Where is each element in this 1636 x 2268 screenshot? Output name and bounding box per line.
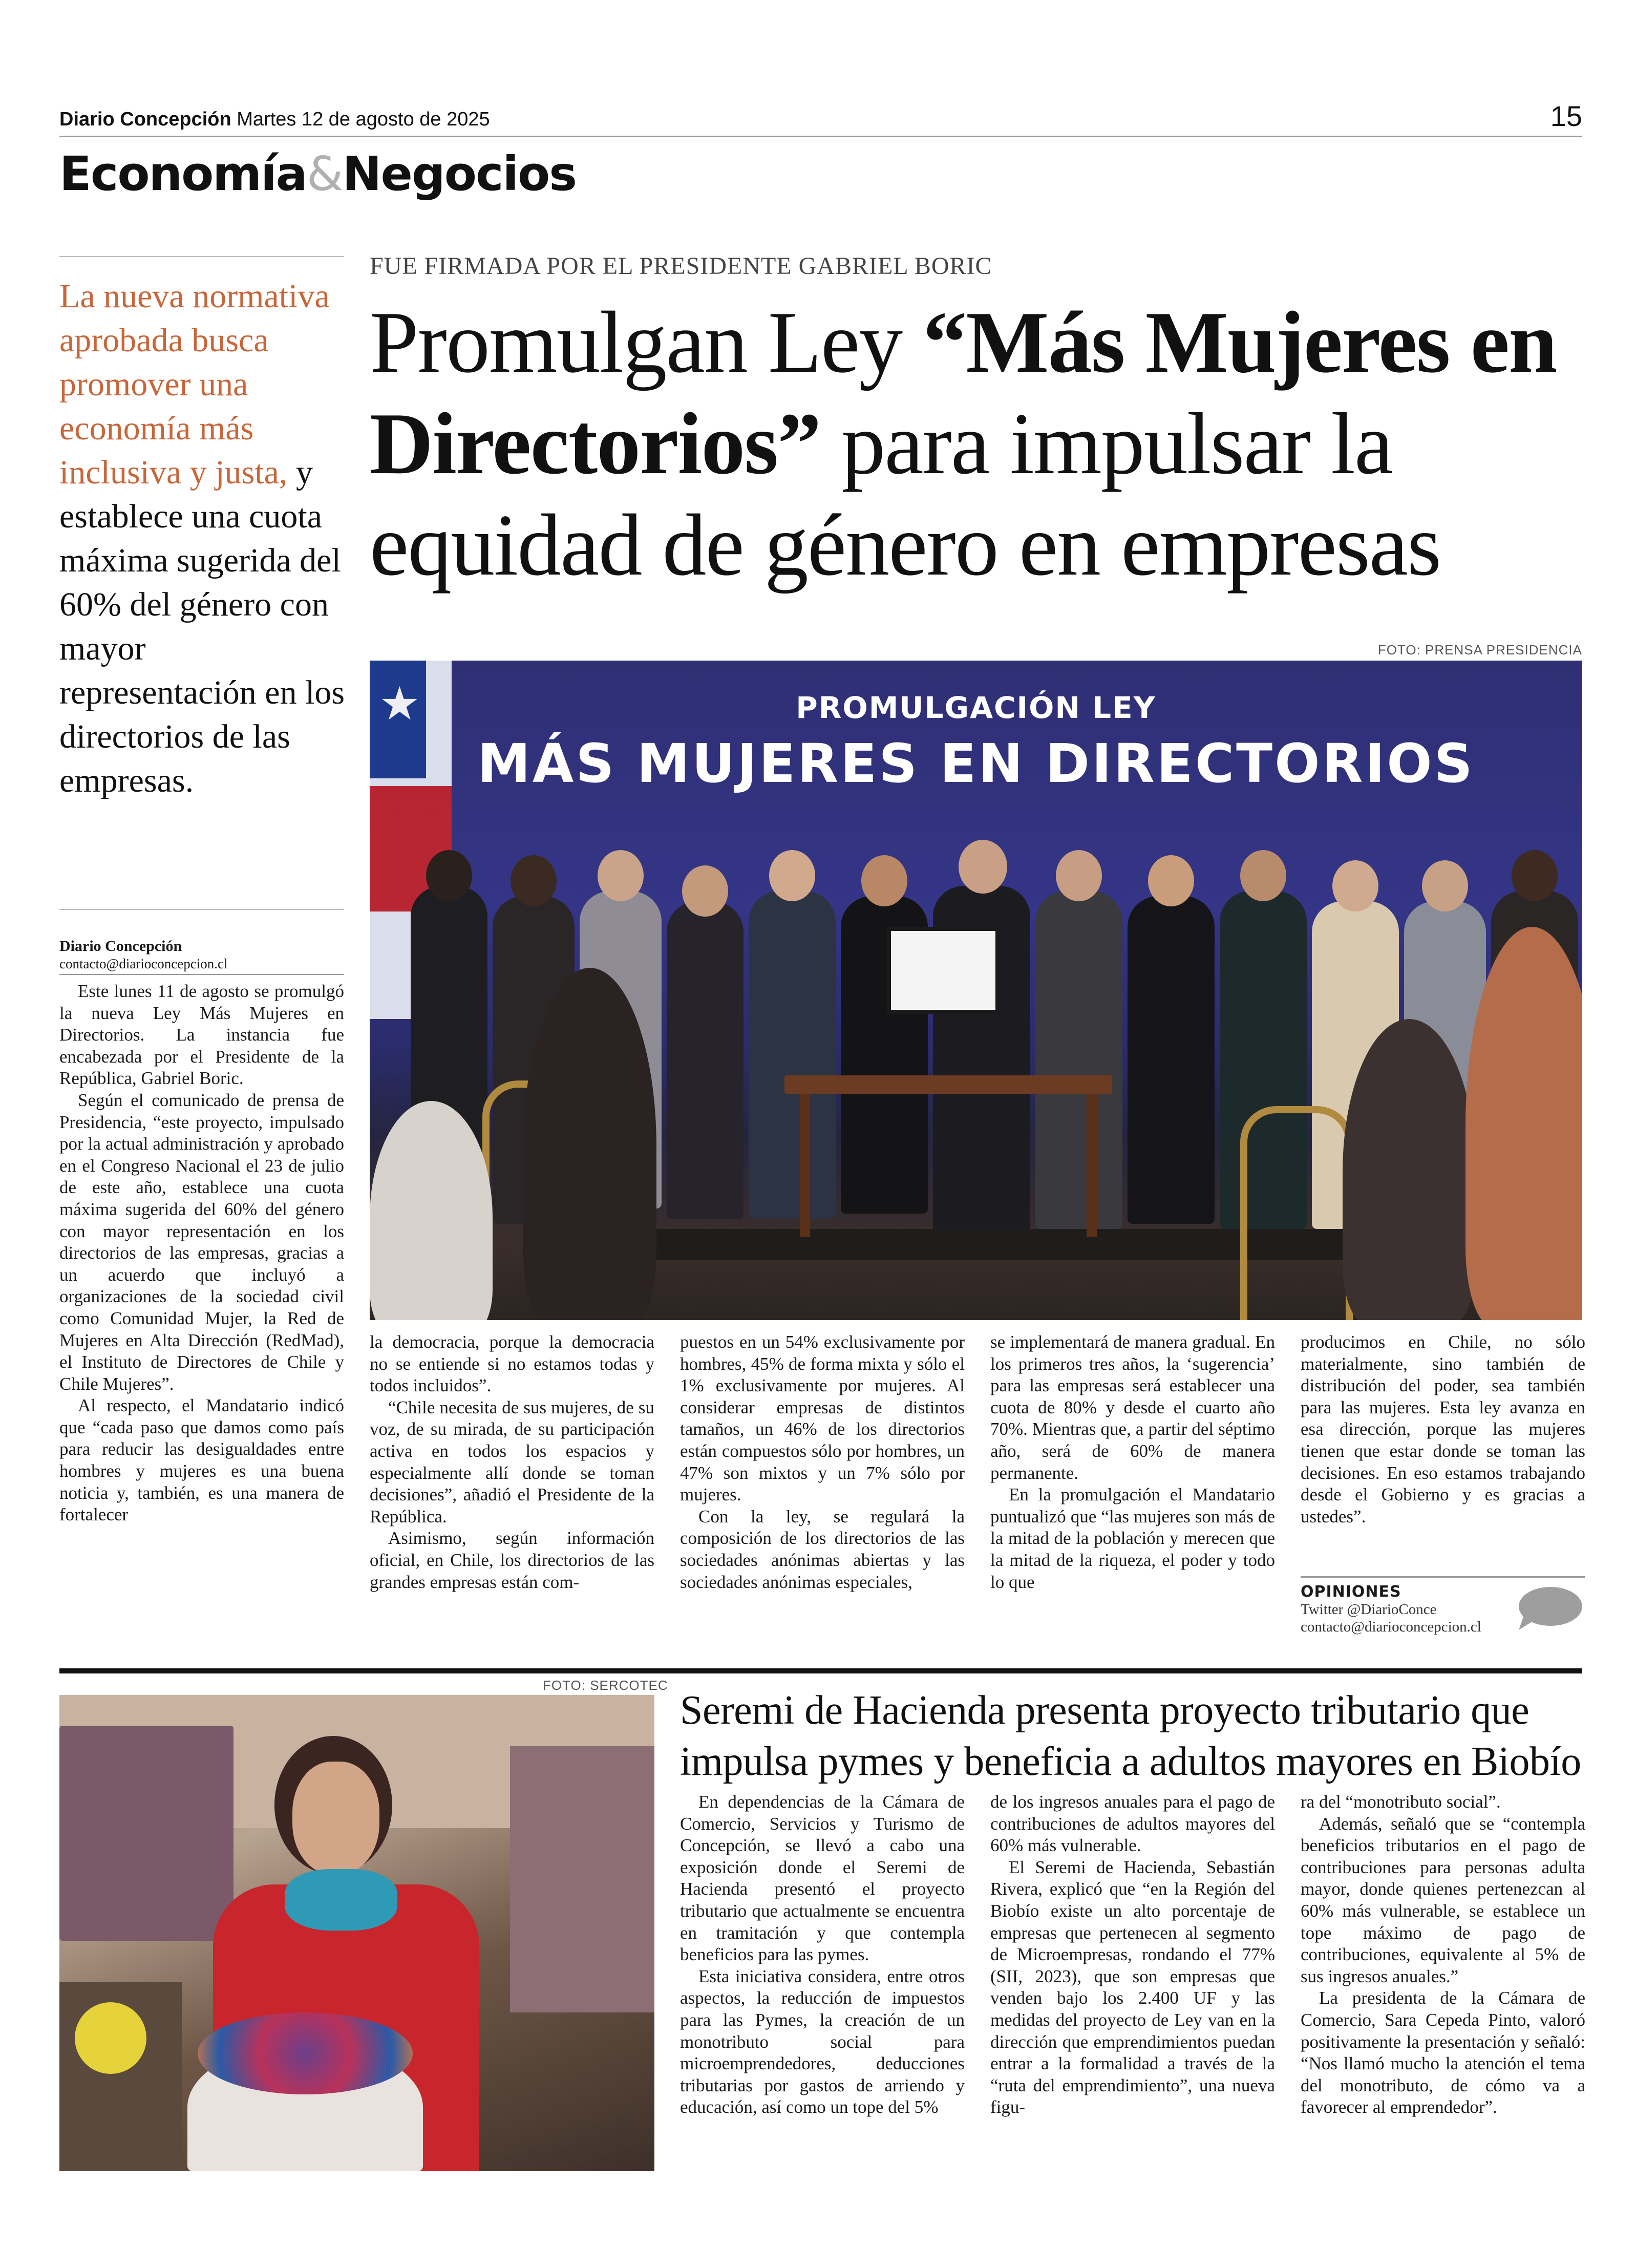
photo-banner-small: PROMULGACIÓN LEY (796, 690, 1156, 725)
second-article-headline: Seremi de Hacienda presenta proyecto tributario que impulsa pymes y beneficia a adultos mayores en Biobío (680, 1688, 1581, 1784)
pullquote (59, 274, 346, 803)
opinions-email[interactable]: contacto@diarioconcepcion.cl (1301, 1619, 1481, 1635)
photo-figure (1128, 896, 1215, 1224)
second-photo (59, 1695, 654, 2171)
headline-part-b: “Más Mujeres en Directorios” (370, 294, 1557, 493)
photo-person-face (292, 1762, 379, 1874)
paragraph: Este lunes 11 de agosto se promulgó la nueva Ley Más Mujeres en Directorios. La instancia fue encabezada por el Presidente de la República, Gabriel Boric. (59, 981, 344, 1089)
issue-date: Martes 12 de agosto de 2025 (237, 109, 490, 130)
article-column-4 (990, 1331, 1275, 1593)
pullquote-accent: La nueva normativa aprobada busca promover una economía más inclusiva y justa, (59, 278, 330, 491)
paragraph: Con la ley, se regulará la composición de los directorios de las sociedades anónimas abiertas y las sociedades anónimas especiales, (680, 1506, 965, 1592)
photo-table-leg (800, 1094, 810, 1237)
paragraph: Según el comunicado de prensa de Presidencia, “este proyecto, impulsado por la actual administración y aprobado en el Congreso Nacional el 23 de julio de este año, establece una cuota máxima sugerida del 60% del género con mayor representación en los directorios de las empresas, gracias a un acuerdo que incluyó a organizaciones de la sociedad civil como Comunidad Mujer, la Red de Mujeres en Alta Dirección (RedMad), el Instituto de Directores de Chile y Chile Mujeres”. (59, 1090, 344, 1394)
photo-figure-head (1148, 855, 1194, 906)
paragraph: Al respecto, el Mandatario indicó que “cada paso que damos como país para reducir las desigualdades entre hombres y mujeres es una buena noticia y, también, es una manera de fortalecer (59, 1395, 344, 1525)
section-title-part1: Economía (59, 146, 307, 201)
photo-yarn (75, 2002, 146, 2074)
paragraph: se implementará de manera gradual. En los primeros tres años, la ‘sugerencia’ para las empresas será establecer una cuota de 80% y desde el cuarto año 70%. Mientras que, a partir del séptimo año, será de 60% de manera permanente. (990, 1332, 1275, 1483)
photo-audience-member (1343, 1019, 1476, 1320)
photo-figure-head (861, 855, 907, 906)
photo-figure-head (511, 855, 557, 906)
photo-figure-head (1240, 850, 1286, 901)
photo-figure-head (959, 840, 1007, 894)
photo-table-leg (1087, 1094, 1097, 1237)
photo-figure-head (1422, 860, 1468, 912)
photo-signed-document (887, 927, 1000, 1014)
second-article-column-1 (680, 1791, 965, 2118)
second-article-column-2 (990, 1791, 1275, 2118)
article-headline (370, 292, 1588, 596)
photo-table (784, 1075, 1112, 1094)
paragraph: La presidenta de la Cámara de Comercio, Sara Cepeda Pinto, valoró positivamente la presentación y señaló: “Nos llamó mucho la atención el tema del monotributo, de cómo va a favorecer al emprendedor”. (1301, 1988, 1585, 2117)
second-photo-credit: FOTO: SERCOTEC (543, 1678, 668, 1693)
masthead (59, 100, 1582, 137)
opinions-twitter[interactable]: Twitter @DiarioConce (1301, 1601, 1437, 1618)
photo-audience-member (523, 968, 656, 1320)
photo-banner-big: MÁS MUJERES EN DIRECTORIOS (477, 732, 1475, 795)
article-kicker: FUE FIRMADA POR EL PRESIDENTE GABRIEL BORIC (370, 252, 992, 280)
paragraph: Además, señaló que se “contempla beneficios tributarios en el pago de contribuciones para personas adulta mayor, donde quienes pertenezcan al 60% más vulnerable, se establece un tope máximo de pago de contribuciones, equivalente al 5% de sus ingresos anuales.” (1301, 1813, 1585, 1986)
photo-figure (667, 901, 743, 1219)
article-column-1 (59, 981, 344, 1526)
paragraph: producimos en Chile, no sólo materialmente, sino también de distribución del poder, sea también para las mujeres. Esta ley avanza en esa dirección, porque las mujeres tienen que estar donde se toman las decisiones. En eso estamos trabajando desde el Gobierno y es gracias a ustedes”. (1301, 1332, 1585, 1527)
paragraph: En dependencias de la Cámara de Comercio, Servicios y Turismo de Concepción, se llevó a cabo una exposición donde el Seremi de Hacienda presentó el proyecto tributario que actualmente se encuentra en tramitación y que contempla beneficios para las pymes. (680, 1792, 965, 1965)
page-number: 15 (1550, 100, 1582, 132)
section-title-part2: Negocios (342, 146, 577, 201)
paragraph: Asimismo, según información oficial, en Chile, los directorios de las grandes empresas están com- (370, 1528, 654, 1592)
pullquote-rest: y establece una cuota máxima sugerida del 60% del género con mayor representación en los directorios de las empresas. (59, 454, 345, 799)
masthead-line (59, 109, 490, 131)
photo-fabric-scraps (198, 2012, 413, 2094)
flag-star-icon: ★ (379, 677, 420, 731)
paragraph: “Chile necesita de sus mujeres, de su voz, de su mirada, de su participación activa en todos los espacios y especialmente allí donde se toman decisiones”, añadió el Presidente de la República. (370, 1397, 654, 1527)
photo-shelf (510, 1746, 654, 2012)
paragraph: de los ingresos anuales para el pago de contribuciones de adultos mayores del 60% más vulnerable. (990, 1792, 1275, 1856)
photo-figure (1035, 891, 1122, 1229)
section-title (59, 146, 576, 201)
article-column-5 (1301, 1331, 1585, 1528)
speech-bubble-icon (1515, 1586, 1583, 1631)
photo-chair (1240, 1106, 1353, 1320)
photo-figure-head (1056, 850, 1102, 901)
photo-shelf (59, 1726, 233, 1941)
opinions-box (1301, 1576, 1585, 1636)
article-column-3 (680, 1331, 965, 1593)
sidebar-mid-divider (59, 909, 344, 910)
headline-part-c: para impulsar la equidad de género en empresas (370, 395, 1441, 594)
paragraph: En la promulgación el Mandatario puntualizó que “las mujeres son más de la mitad de la población y merecen que la mitad de la riqueza, el poder y todo lo que (990, 1485, 1275, 1592)
photo-figure-head (1512, 850, 1558, 901)
paragraph: El Seremi de Hacienda, Sebastián Rivera, explicó que “en la Región del Biobío existe un alto porcentaje de empresas que pertenecen al segmento de Microempresas, rondando el 77% (SII, 2023), que son empresas que venden bajo los 2.400 UF y las medidas del proyecto de Ley van en la dirección que emprendimientos puedan entrar a la formalidad a través de la “ruta del emprendimiento”, una nueva figu- (990, 1857, 1275, 2117)
paragraph: la democracia, porque la democracia no se entiende si no estamos todas y todos incluidos”. (370, 1332, 654, 1396)
photo-figure-head (426, 850, 472, 901)
photo-figure-head (682, 865, 728, 917)
byline (59, 937, 344, 975)
article-separator (59, 1668, 1582, 1673)
photo-person-scarf (285, 1869, 397, 1931)
article-column-2 (370, 1331, 654, 1593)
photo-figure-head (1332, 860, 1378, 912)
headline-part-a: Promulgan Ley (370, 294, 923, 391)
photo-figure-head (769, 850, 815, 901)
main-photo-credit: FOTO: PRENSA PRESIDENCIA (1377, 642, 1582, 658)
paper-name: Diario Concepción (59, 109, 231, 130)
sidebar-top-divider (59, 256, 344, 257)
paragraph: ra del “monotributo social”. (1301, 1792, 1501, 1812)
opinions-title: OPINIONES (1301, 1583, 1401, 1601)
second-article-column-3 (1301, 1791, 1585, 2118)
section-title-amp: & (306, 146, 343, 201)
byline-email[interactable]: contacto@diarioconcepcion.cl (59, 956, 228, 971)
byline-name: Diario Concepción (59, 938, 182, 955)
photo-figure (749, 891, 836, 1219)
paragraph: Esta iniciativa considera, entre otros aspectos, la reducción de impuestos para las Pymes, la creación de un monotributo social para microemprendedores, deducciones tributarias por gastos de arriendo y educación, así como un tope del 5% (680, 1966, 965, 2117)
paragraph: puestos en un 54% exclusivamente por hombres, 45% de forma mixta y sólo el 1% exclusivamente por mujeres. Al considerar empresas de distintos tamaños, un 46% de los directorios están compuestos sólo por hombres, un 47% son mixtos y un 7% sólo por mujeres. (680, 1332, 965, 1505)
photo-figure-head (598, 850, 644, 901)
main-photo (370, 661, 1582, 1320)
